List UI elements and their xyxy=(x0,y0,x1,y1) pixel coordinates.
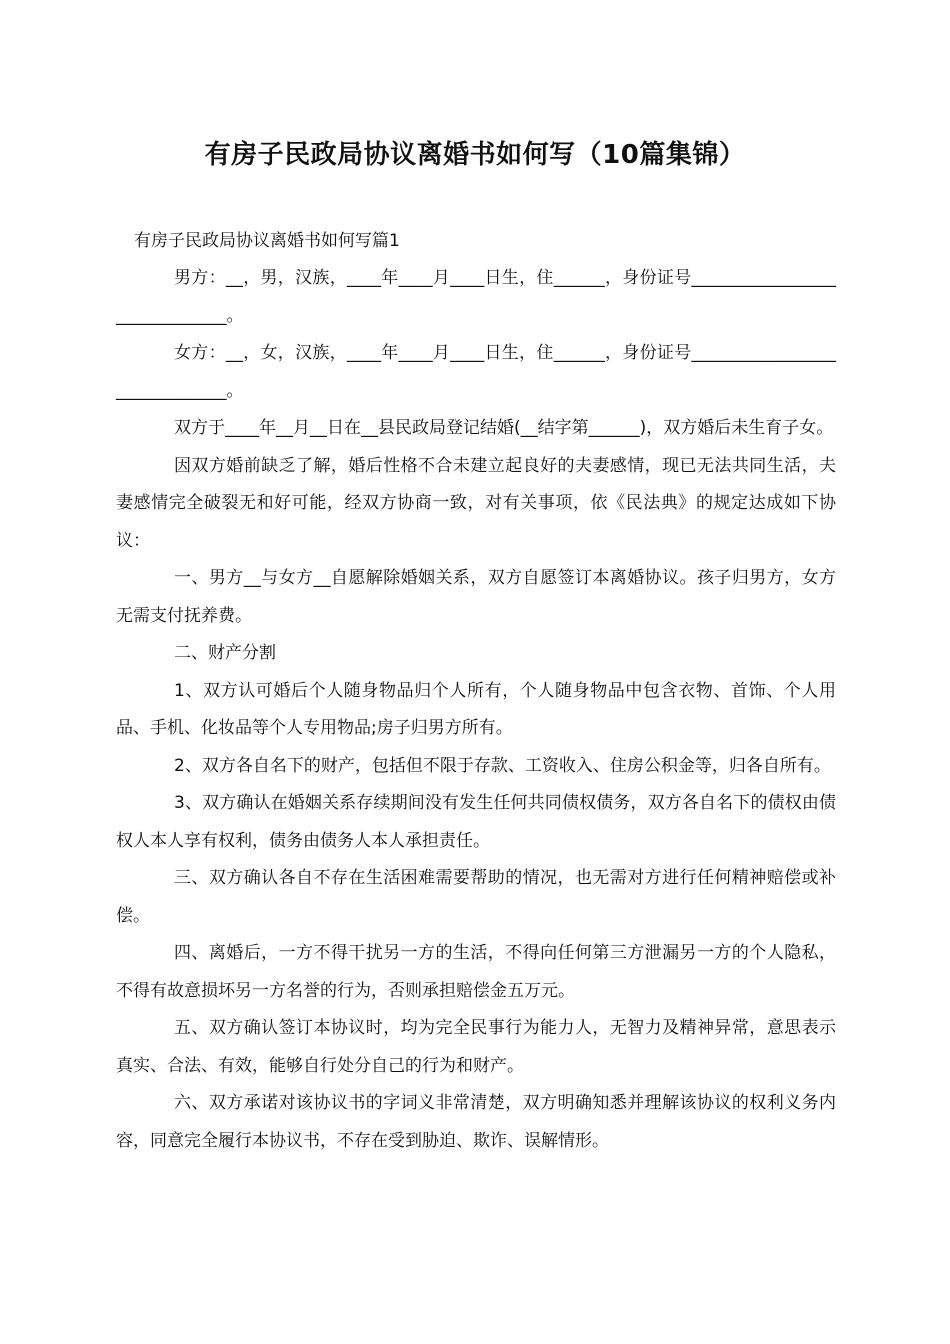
paragraph-male-party: 男方：__，男，汉族，____年____月____日生，住______，身份证号______________________________。 xyxy=(116,268,836,326)
paragraph-clause-2-item-3: 3、双方确认在婚姻关系存续期间没有发生任何共同债权债务，双方各自名下的债权由债权人本人享有权利，债务由债务人本人承担责任。 xyxy=(116,793,836,851)
paragraph-clause-3: 三、双方确认各自不存在生活困难需要帮助的情况，也无需对方进行任何精神赔偿或补偿。 xyxy=(116,868,836,926)
paragraph-clause-5: 五、双方确认签订本协议时，均为完全民事行为能力人，无智力及精神异常，意思表示真实、合法、有效，能够自行处分自己的行为和财产。 xyxy=(116,1018,836,1076)
paragraph-clause-2-item-2: 2、双方各自名下的财产，包括但不限于存款、工资收入、住房公积金等，归各自所有。 xyxy=(174,755,831,776)
paragraph-female-party: 女方：__，女，汉族，____年____月____日生，住______，身份证号______________________________。 xyxy=(116,343,836,401)
paragraph-clause-6: 六、双方承诺对该协议书的字词义非常清楚，双方明确知悉并理解该协议的权利义务内容，同意完全履行本协议书，不存在受到胁迫、欺诈、误解情形。 xyxy=(116,1093,836,1151)
paragraph-clause-1: 一、男方__与女方__自愿解除婚姻关系，双方自愿签订本离婚协议。孩子归男方，女方无需支付抚养费。 xyxy=(116,568,836,626)
section-heading: 有房子民政局协议离婚书如何写篇1 xyxy=(134,231,400,251)
document-body xyxy=(116,260,836,1160)
paragraph-clause-2-heading: 二、财产分割 xyxy=(174,643,276,663)
paragraph-clause-4: 四、离婚后，一方不得干扰另一方的生活，不得向任何第三方泄漏另一方的个人隐私，不得有故意损坏另一方名誉的行为，否则承担赔偿金五万元。 xyxy=(116,943,836,1001)
paragraph-marriage-registration: 双方于____年__月__日在__县民政局登记结婚(__结字第______)，双方婚后未生育子女。 xyxy=(174,418,834,438)
paragraph-clause-2-item-1: 1、双方认可婚后个人随身物品归个人所有，个人随身物品中包含衣物、首饰、个人用品、手机、化妆品等个人专用物品;房子归男方所有。 xyxy=(116,680,836,738)
paragraph-reason: 因双方婚前缺乏了解，婚后性格不合未建立起良好的夫妻感情，现已无法共同生活，夫妻感情完全破裂无和好可能，经双方协商一致，对有关事项，依《民法典》的规定达成如下协议： xyxy=(116,455,836,551)
document-title: 有房子民政局协议离婚书如何写（10篇集锦） xyxy=(204,140,746,170)
